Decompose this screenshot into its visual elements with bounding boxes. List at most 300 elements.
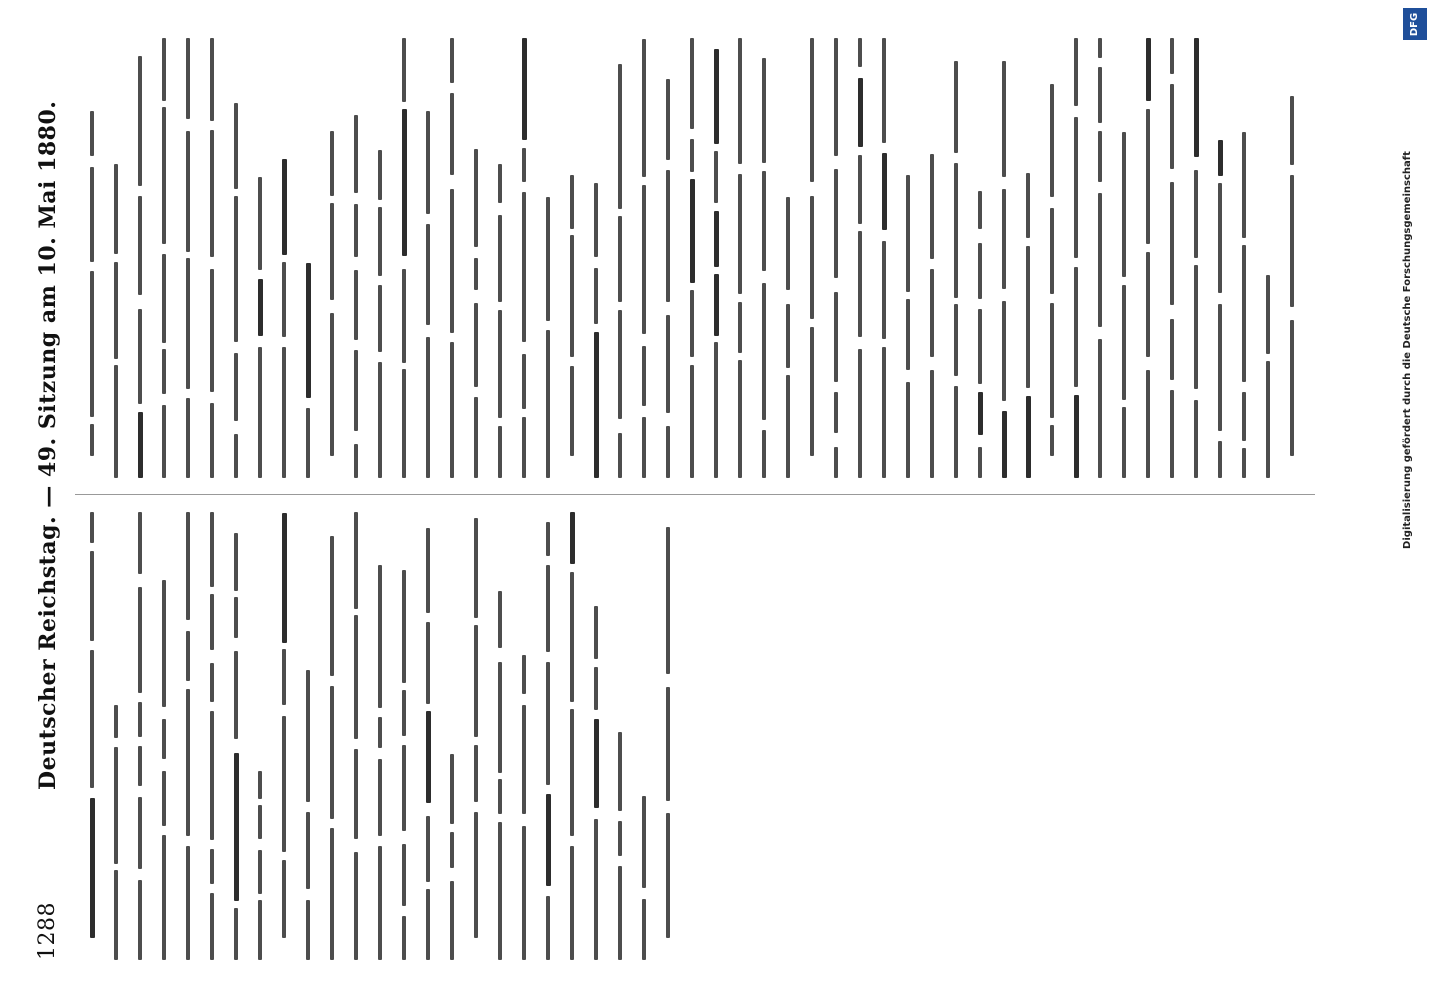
text-line-fragment xyxy=(282,513,287,643)
text-line-fragment xyxy=(522,38,527,140)
text-line-fragment xyxy=(834,292,838,382)
text-line-fragment xyxy=(258,805,262,839)
text-line-fragment xyxy=(498,662,502,773)
text-line-fragment xyxy=(354,115,358,193)
text-line-fragment xyxy=(1122,285,1126,400)
text-line-fragment xyxy=(234,753,239,901)
text-line-fragment xyxy=(1218,441,1222,478)
text-line-fragment xyxy=(1170,38,1174,74)
text-line-fragment xyxy=(234,597,238,638)
text-line-fragment xyxy=(618,821,622,856)
text-line-fragment xyxy=(210,711,214,840)
text-line-fragment xyxy=(1170,182,1174,305)
text-line-fragment xyxy=(978,392,983,435)
text-line-fragment xyxy=(306,900,310,960)
text-line-fragment xyxy=(1050,303,1054,418)
text-line-fragment xyxy=(402,38,406,102)
text-line-fragment xyxy=(978,191,982,229)
text-line-fragment xyxy=(954,163,958,298)
text-line-fragment xyxy=(666,426,670,478)
text-line-fragment xyxy=(690,139,694,172)
text-line-fragment xyxy=(1290,320,1294,456)
text-line-fragment xyxy=(810,38,814,182)
text-line-fragment xyxy=(522,148,526,182)
text-line-fragment xyxy=(90,424,94,456)
text-line-fragment xyxy=(522,354,526,409)
text-line-fragment xyxy=(906,299,910,371)
text-line-fragment xyxy=(402,916,406,960)
text-line-fragment xyxy=(546,565,550,652)
text-line-fragment xyxy=(162,107,166,244)
page-number: 1288 xyxy=(35,902,60,960)
text-line-fragment xyxy=(498,426,502,478)
digitization-sidebar xyxy=(1398,0,1432,1000)
text-line-fragment xyxy=(234,103,238,189)
text-line-fragment xyxy=(618,433,622,478)
text-line-fragment xyxy=(762,430,766,478)
text-line-fragment xyxy=(738,174,742,294)
text-line-fragment xyxy=(90,167,94,262)
text-line-fragment xyxy=(474,149,478,247)
text-line-fragment xyxy=(378,759,382,836)
text-line-fragment xyxy=(546,896,550,960)
text-line-fragment xyxy=(138,746,142,786)
text-line-fragment xyxy=(882,347,886,478)
text-line-fragment xyxy=(690,179,695,283)
text-line-fragment xyxy=(762,283,766,420)
text-line-fragment xyxy=(306,263,311,398)
text-line-fragment xyxy=(450,342,454,478)
text-line-fragment xyxy=(834,169,838,278)
text-line-fragment xyxy=(90,512,94,543)
text-line-fragment xyxy=(306,670,310,803)
text-line-fragment xyxy=(498,591,502,648)
text-line-fragment xyxy=(354,749,358,838)
text-line-fragment xyxy=(522,655,526,695)
text-line-fragment xyxy=(426,622,430,704)
text-column-right xyxy=(80,38,1310,478)
text-line-fragment xyxy=(618,310,622,419)
text-line-fragment xyxy=(330,313,334,456)
text-line-fragment xyxy=(1050,84,1054,197)
text-line-fragment xyxy=(1074,395,1079,478)
text-line-fragment xyxy=(858,349,862,478)
page-title: Deutscher Reichstag. — 49. Sitzung am 10. Mai 1880. xyxy=(35,100,61,790)
text-line-fragment xyxy=(1098,67,1102,124)
text-line-fragment xyxy=(1146,252,1150,358)
text-line-fragment xyxy=(258,177,262,270)
text-line-fragment xyxy=(498,779,502,813)
text-line-fragment xyxy=(546,662,550,785)
text-line-fragment xyxy=(834,38,838,156)
text-line-fragment xyxy=(474,303,478,387)
text-line-fragment xyxy=(1218,304,1222,431)
text-line-fragment xyxy=(930,370,934,478)
text-line-fragment xyxy=(138,587,142,693)
text-line-fragment xyxy=(162,254,166,343)
text-line-fragment xyxy=(354,444,358,478)
text-line-fragment xyxy=(1194,170,1198,257)
text-line-fragment xyxy=(570,366,574,456)
text-line-fragment xyxy=(570,846,574,960)
text-line-fragment xyxy=(978,447,982,478)
text-line-fragment xyxy=(690,290,694,357)
text-line-fragment xyxy=(210,512,214,587)
text-line-fragment xyxy=(282,262,286,337)
text-line-fragment xyxy=(858,155,862,224)
text-line-fragment xyxy=(282,347,286,478)
text-line-fragment xyxy=(1002,61,1006,177)
text-line-fragment xyxy=(954,61,958,153)
text-line-fragment xyxy=(450,189,454,333)
text-line-fragment xyxy=(258,771,262,799)
text-line-fragment xyxy=(690,365,694,478)
text-line-fragment xyxy=(762,171,766,271)
text-line-fragment xyxy=(1266,275,1270,354)
text-line-fragment xyxy=(546,197,550,321)
text-line-fragment xyxy=(210,663,214,702)
text-line-fragment xyxy=(402,690,406,736)
text-line-fragment xyxy=(450,754,454,825)
text-line-fragment xyxy=(186,846,190,960)
text-line-fragment xyxy=(114,705,118,739)
text-line-fragment xyxy=(978,309,982,384)
text-line-fragment xyxy=(906,382,910,478)
text-line-fragment xyxy=(378,207,382,275)
text-line-fragment xyxy=(714,274,719,335)
text-line-fragment xyxy=(402,570,406,683)
text-line-fragment xyxy=(1098,131,1102,182)
text-line-fragment xyxy=(426,711,431,803)
text-line-fragment xyxy=(426,528,430,613)
text-line-fragment xyxy=(642,899,646,960)
text-line-fragment xyxy=(426,337,430,478)
text-line-fragment xyxy=(258,279,263,336)
text-line-fragment xyxy=(138,702,142,737)
text-line-fragment xyxy=(114,365,118,478)
text-line-fragment xyxy=(162,835,166,960)
text-line-fragment xyxy=(426,111,430,213)
text-line-fragment xyxy=(138,512,142,574)
text-line-fragment xyxy=(882,153,887,230)
text-line-fragment xyxy=(450,38,454,83)
text-line-fragment xyxy=(618,866,622,960)
text-column-left xyxy=(80,512,690,960)
text-line-fragment xyxy=(1002,411,1007,478)
text-line-fragment xyxy=(1098,339,1102,478)
text-line-fragment xyxy=(186,258,190,388)
text-line-fragment xyxy=(474,397,478,478)
text-line-fragment xyxy=(282,649,286,705)
text-line-fragment xyxy=(210,403,214,478)
text-line-fragment xyxy=(1074,117,1078,258)
text-line-fragment xyxy=(138,56,142,186)
text-line-fragment xyxy=(450,93,454,175)
text-line-fragment xyxy=(666,79,670,161)
text-line-fragment xyxy=(234,434,238,478)
text-line-fragment xyxy=(1242,448,1246,478)
text-line-fragment xyxy=(570,175,574,229)
text-line-fragment xyxy=(642,417,646,478)
text-line-fragment xyxy=(858,38,862,67)
text-line-fragment xyxy=(426,816,430,881)
text-line-fragment xyxy=(786,375,790,478)
text-line-fragment xyxy=(90,111,94,157)
text-line-fragment xyxy=(114,870,118,960)
text-line-fragment xyxy=(1002,189,1006,289)
text-line-fragment xyxy=(282,716,286,852)
text-line-fragment xyxy=(234,196,238,342)
text-line-fragment xyxy=(1122,407,1126,478)
text-line-fragment xyxy=(1170,84,1174,169)
text-line-fragment xyxy=(1194,265,1198,389)
text-line-fragment xyxy=(1266,361,1270,478)
text-line-fragment xyxy=(114,262,118,359)
text-line-fragment xyxy=(1242,132,1246,238)
text-line-fragment xyxy=(882,241,886,338)
text-line-fragment xyxy=(450,881,454,960)
text-line-fragment xyxy=(1050,425,1054,456)
text-line-fragment xyxy=(714,49,719,145)
text-line-fragment xyxy=(258,900,262,960)
text-line-fragment xyxy=(474,812,478,938)
text-line-fragment xyxy=(138,412,143,478)
text-line-fragment xyxy=(546,522,550,556)
text-line-fragment xyxy=(354,852,358,960)
text-line-fragment xyxy=(306,408,310,478)
text-line-fragment xyxy=(210,893,214,960)
text-line-fragment xyxy=(834,447,838,478)
text-line-fragment xyxy=(378,362,382,478)
text-line-fragment xyxy=(474,518,478,617)
text-line-fragment xyxy=(162,349,166,393)
text-line-fragment xyxy=(138,309,142,403)
text-line-fragment xyxy=(738,302,742,352)
text-line-fragment xyxy=(258,850,262,894)
text-line-fragment xyxy=(834,392,838,433)
text-line-fragment xyxy=(162,581,166,708)
text-line-fragment xyxy=(1218,140,1223,176)
text-line-fragment xyxy=(258,348,262,479)
text-line-fragment xyxy=(666,527,670,673)
text-line-fragment xyxy=(618,64,622,210)
text-line-fragment xyxy=(354,350,358,431)
text-line-fragment xyxy=(642,39,646,177)
text-line-fragment xyxy=(1146,370,1150,478)
text-line-fragment xyxy=(162,771,166,827)
text-line-fragment xyxy=(186,398,190,478)
text-line-fragment xyxy=(1122,132,1126,277)
text-line-fragment xyxy=(282,159,287,255)
text-line-fragment xyxy=(402,745,406,831)
text-line-fragment xyxy=(954,386,958,478)
text-line-fragment xyxy=(594,332,599,478)
text-line-fragment xyxy=(186,38,190,119)
text-line-fragment xyxy=(330,536,334,676)
text-line-fragment xyxy=(594,268,598,324)
text-line-fragment xyxy=(930,154,934,259)
text-line-fragment xyxy=(642,796,646,888)
text-line-fragment xyxy=(138,880,142,960)
text-line-fragment xyxy=(1026,173,1030,239)
text-line-fragment xyxy=(642,185,646,334)
text-line-fragment xyxy=(306,812,310,889)
text-line-fragment xyxy=(402,844,406,906)
text-line-fragment xyxy=(186,631,190,681)
digitization-note: Digitalisierung gefördert durch die Deutsche Forschungsgemeinschaft xyxy=(1402,151,1413,549)
text-line-fragment xyxy=(594,183,598,256)
text-line-fragment xyxy=(1290,96,1294,165)
text-line-fragment xyxy=(1194,401,1198,479)
dfg-logo: DFG xyxy=(1403,8,1427,40)
text-line-fragment xyxy=(402,109,407,256)
text-line-fragment xyxy=(1074,267,1078,387)
text-line-fragment xyxy=(138,797,142,869)
text-line-fragment xyxy=(210,269,214,392)
text-line-fragment xyxy=(474,625,478,737)
text-line-fragment xyxy=(546,794,551,886)
text-line-fragment xyxy=(810,196,814,319)
text-line-fragment xyxy=(570,709,574,837)
text-line-fragment xyxy=(90,271,94,417)
text-line-fragment xyxy=(402,369,406,478)
text-line-fragment xyxy=(90,650,94,789)
text-line-fragment xyxy=(522,826,526,960)
text-line-fragment xyxy=(426,224,430,324)
text-line-fragment xyxy=(234,651,238,739)
text-line-fragment xyxy=(522,705,526,814)
text-line-fragment xyxy=(594,667,598,710)
text-line-fragment xyxy=(570,235,574,357)
text-line-fragment xyxy=(330,203,334,299)
text-line-fragment xyxy=(1002,301,1006,401)
text-line-fragment xyxy=(882,38,886,143)
text-line-fragment xyxy=(330,686,334,819)
text-line-fragment xyxy=(714,151,718,202)
text-line-fragment xyxy=(570,512,575,564)
text-line-fragment xyxy=(474,258,478,290)
text-line-fragment xyxy=(522,192,526,342)
text-line-fragment xyxy=(210,130,214,257)
text-line-fragment xyxy=(858,231,862,337)
text-line-fragment xyxy=(210,849,214,884)
text-line-fragment xyxy=(1242,245,1246,382)
text-line-fragment xyxy=(234,908,238,960)
text-line-fragment xyxy=(1026,396,1031,478)
text-line-fragment xyxy=(666,687,670,801)
text-line-fragment xyxy=(162,38,166,101)
text-line-fragment xyxy=(618,216,622,302)
text-line-fragment xyxy=(378,717,382,747)
text-line-fragment xyxy=(666,170,670,302)
text-line-fragment xyxy=(378,565,382,708)
text-line-fragment xyxy=(450,832,454,869)
text-line-fragment xyxy=(186,512,190,620)
text-line-fragment xyxy=(762,58,766,163)
text-line-fragment xyxy=(402,269,406,364)
text-line-fragment xyxy=(426,889,430,960)
text-line-fragment xyxy=(354,512,358,609)
text-line-fragment xyxy=(90,798,95,938)
text-line-fragment xyxy=(594,719,599,808)
text-line-fragment xyxy=(570,572,574,703)
text-line-fragment xyxy=(714,342,718,478)
text-line-fragment xyxy=(810,327,814,456)
text-line-fragment xyxy=(1218,183,1222,293)
text-line-fragment xyxy=(378,150,382,199)
text-line-fragment xyxy=(282,860,286,938)
text-line-fragment xyxy=(114,747,118,864)
text-line-fragment xyxy=(330,131,334,197)
text-line-fragment xyxy=(1146,109,1150,245)
text-line-fragment xyxy=(666,813,670,938)
text-line-fragment xyxy=(354,204,358,256)
text-line-fragment xyxy=(1170,319,1174,380)
text-line-fragment xyxy=(162,405,166,478)
text-line-fragment xyxy=(522,417,526,478)
text-line-fragment xyxy=(210,594,214,650)
text-line-fragment xyxy=(162,719,166,759)
text-line-fragment xyxy=(1098,193,1102,328)
text-line-fragment xyxy=(90,551,94,641)
text-line-fragment xyxy=(1026,246,1030,387)
text-line-fragment xyxy=(378,846,382,960)
text-line-fragment xyxy=(546,330,550,478)
text-line-fragment xyxy=(186,131,190,251)
text-line-fragment xyxy=(1074,38,1078,106)
text-line-fragment xyxy=(474,745,478,802)
text-line-fragment xyxy=(786,197,790,290)
text-line-fragment xyxy=(1290,175,1294,307)
text-line-fragment xyxy=(906,175,910,292)
text-line-fragment xyxy=(1242,392,1246,441)
text-line-fragment xyxy=(714,211,719,267)
text-line-fragment xyxy=(234,353,238,421)
text-line-fragment xyxy=(978,243,982,300)
text-line-fragment xyxy=(594,819,598,960)
text-line-fragment xyxy=(930,269,934,357)
text-line-fragment xyxy=(210,38,214,121)
text-line-fragment xyxy=(498,822,502,960)
text-line-fragment xyxy=(1050,208,1054,294)
text-line-fragment xyxy=(354,270,358,340)
text-line-fragment xyxy=(618,732,622,811)
text-line-fragment xyxy=(786,304,790,367)
text-line-fragment xyxy=(498,310,502,418)
text-line-fragment xyxy=(354,615,358,739)
text-line-fragment xyxy=(1098,38,1102,58)
text-line-fragment xyxy=(738,38,742,164)
text-line-fragment xyxy=(234,533,238,591)
text-line-fragment xyxy=(858,78,863,147)
text-line-fragment xyxy=(738,360,742,478)
text-line-fragment xyxy=(666,315,670,414)
text-line-fragment xyxy=(690,38,694,129)
text-line-fragment xyxy=(138,196,142,295)
text-line-fragment xyxy=(1170,390,1174,478)
text-line-fragment xyxy=(954,304,958,376)
text-line-fragment xyxy=(498,164,502,203)
text-line-fragment xyxy=(186,689,190,836)
column-divider xyxy=(75,494,1315,495)
text-line-fragment xyxy=(594,606,598,659)
text-line-fragment xyxy=(1194,38,1199,157)
text-line-fragment xyxy=(498,215,502,302)
text-line-fragment xyxy=(114,164,118,254)
text-line-fragment xyxy=(378,285,382,352)
text-line-fragment xyxy=(1146,38,1151,101)
text-line-fragment xyxy=(642,346,646,406)
